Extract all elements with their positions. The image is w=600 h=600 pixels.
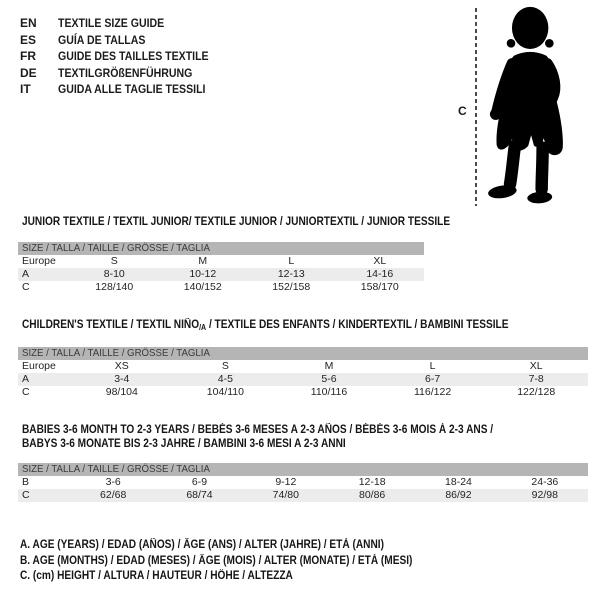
cell: 4-5 [174,373,278,386]
footnote-c [20,569,466,585]
table-row [18,255,424,268]
children-title-text [22,318,508,335]
cell: 68/74 [156,489,242,502]
cell: 116/122 [413,386,452,398]
cell: 14-16 [336,268,425,281]
row-label: Europe [22,360,56,372]
table-row [18,386,588,399]
language-label: GUIDA ALLE TAGLIE TESSILI [58,82,206,97]
size-header-label: SIZE / TALLA / TAILLE / GRÖSSE / TAGLIA [22,347,210,359]
size-header-label: SIZE / TALLA / TAILLE / GRÖSSE / TAGLIA [22,463,210,475]
cell: 12-13 [247,268,336,281]
footnote-b-text: B. AGE (MONTHS) / EDAD (MESES) / ÂGE (MOIS) / ALTER (MONATE) / ETÀ (MESI) [20,554,413,567]
size-header-row [18,242,424,255]
language-list [20,15,229,98]
language-row-fr [20,48,229,65]
row-label: C [18,489,70,502]
cell: 128/140 [95,281,134,293]
row-label: B [22,476,30,488]
table-row [18,281,424,294]
cell: 74/80 [243,489,329,502]
row-label: C [22,281,30,293]
cell: 62/68 [70,489,156,502]
size-header-row [18,347,588,360]
cell: 8-10 [70,268,159,281]
cell: L [288,255,295,267]
cell: 18-24 [445,476,472,488]
language-row-it [20,81,229,98]
cell: 3-6 [105,476,121,488]
language-code: DE [20,65,37,80]
cell: 140/152 [183,281,222,293]
cell: 122/128 [517,386,556,398]
cell: 98/104 [105,386,138,398]
cell: 152/158 [272,281,311,293]
height-measure-dashed-line [475,8,477,206]
cell: 104/110 [206,386,244,398]
children-title-pre: CHILDREN'S TEXTILE / TEXTIL NIÑO [22,319,200,331]
cell: 86/92 [415,489,501,502]
baby-silhouette [486,4,582,210]
language-row-es [20,32,229,49]
junior-table [18,242,424,294]
table-row [18,268,424,281]
children-title-post: / TEXTILE DES ENFANTS / KINDERTEXTIL / BAMBINI TESSILE [206,319,509,331]
cell: 7-8 [484,373,588,386]
babies-table [18,463,588,502]
children-table [18,347,588,399]
cell: 158/170 [360,281,399,293]
cell: M [324,360,334,372]
cell: 5-6 [277,373,381,386]
cell: 9-12 [275,476,297,488]
cell: 92/98 [502,489,588,502]
height-measure-label: C [458,104,467,118]
footnote-a [20,538,466,554]
size-header-row [18,463,588,476]
language-row-en [20,15,229,32]
babies-title-line1: BABIES 3-6 MONTH TO 2-3 YEARS / BEBÉS 3-6 MESES A 2-3 AÑOS / BÉBÉS 3-6 MOIS À 2-3 ANS / [22,424,494,436]
footnote-b [20,554,466,570]
junior-title-text: JUNIOR TEXTILE / TEXTIL JUNIOR/ TEXTILE JUNIOR / JUNIORTEXTIL / JUNIOR TESSILE [22,216,451,228]
language-label: GUÍA DE TALLAS [58,32,146,47]
children-section [18,318,588,399]
cell: 6-9 [191,476,208,488]
footnote-c-text: C. (cm) HEIGHT / ALTURA / HAUTEUR / HÖHE / ALTEZZA [20,570,293,582]
table-row [18,373,588,386]
language-label: TEXTILE SIZE GUIDE [58,16,165,31]
table-row [18,489,588,502]
language-label: TEXTILGRÖßENFÜHRUNG [58,65,193,80]
row-label: C [22,386,30,398]
cell: 80/86 [329,489,415,502]
cell: 10-12 [159,268,248,281]
cell: 12-18 [358,476,386,488]
cell: 6-7 [381,373,485,386]
cell: XS [114,360,129,372]
cell: 110/116 [310,386,348,398]
footnotes [20,538,466,585]
cell: S [221,360,229,372]
children-title-subscript: /A [199,323,207,332]
junior-title [22,215,508,229]
children-title [22,318,588,335]
language-code: IT [20,82,31,97]
babies-section [18,423,588,502]
cell: 3-4 [70,373,174,386]
language-code: FR [20,49,36,64]
cell: XL [529,360,543,372]
junior-section [18,215,508,294]
table-row [18,476,588,489]
cell: 24-36 [531,476,559,488]
size-header-label: SIZE / TALLA / TAILLE / GRÖSSE / TAGLIA [22,242,210,254]
row-label: A [18,268,70,281]
row-label: Europe [22,255,56,267]
cell: XL [373,255,387,267]
babies-title-line2: BABYS 3-6 MONATE BIS 2-3 JAHRE / BAMBINI 3-6 MESI A 2-3 ANNI [22,438,346,450]
row-label: A [18,373,70,386]
language-code: EN [20,16,37,31]
cell: L [429,360,436,372]
footnote-a-text: A. AGE (YEARS) / EDAD (AÑOS) / ÂGE (ANS) / ALTER (JAHRE) / ETÀ (ANNI) [20,539,384,551]
cell: S [110,255,118,267]
table-row [18,360,588,373]
language-label: GUIDE DES TAILLES TEXTILE [58,49,209,64]
cell: M [198,255,208,267]
language-row-de [20,65,229,82]
babies-title [22,423,588,451]
language-code: ES [20,32,37,47]
